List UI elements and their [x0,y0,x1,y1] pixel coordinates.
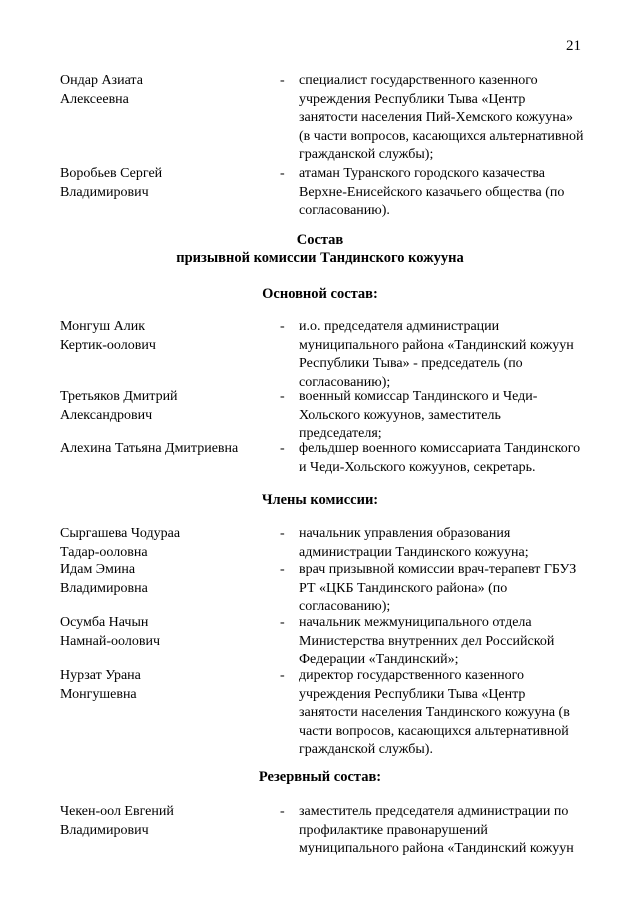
person-name [60,165,275,202]
person-name [60,614,275,651]
members-heading: Члены комиссии: [261,492,379,508]
section-subtitle: призывной комиссии Тандинского кожууна [176,250,464,266]
name-line: Воробьев Сергей [60,166,163,181]
page-number: 21 [566,38,581,54]
reserve-heading: Резервный состав: [258,769,382,785]
main-composition-heading: Основной состав: [262,286,378,302]
dash: - [280,319,285,334]
dash: - [280,389,285,404]
name-line: Монгушевна [60,686,137,702]
dash: - [280,166,285,181]
name-line: Сыргашева Чодураа [60,526,181,541]
name-line: Александрович [60,407,153,423]
person-name [60,561,275,598]
dash: - [280,804,285,819]
person-name [60,667,275,704]
name-line: Алехина Татьяна Дмитриевна [60,441,239,456]
person-name [60,318,275,355]
name-line: Осумба Начын [60,615,149,630]
name-line: Владимирович [60,822,149,838]
person-name [60,803,275,840]
name-line: Идам Эмина [60,562,136,577]
position-description: атаман Туранского городского казачества Верхне-Енисейского казачьего общества (по согласованию). [299,166,565,218]
position-description: и.о. председателя администрации муниципального района «Тандинский кожуун Республики Тыва» - председатель (по согласованию); [299,319,574,390]
position-description: военный комиссар Тандинского и Чеди- Хольского кожуунов, заместитель председателя; [299,389,538,441]
name-line: Ондар Азиата [60,73,143,88]
name-line: Монгуш Алик [60,319,146,334]
position-description: начальник межмуниципального отдела Министерства внутренних дел Российской Федерации «Тандинский»; [299,615,555,667]
position-description: заместитель председателя администрации по профилактике правонарушений муниципального района «Тандинский кожуун [299,804,574,856]
person-name [60,525,275,562]
dash: - [280,73,285,88]
position-description: директор государственного казенного учреждения Республики Тыва «Центр занятости населения Тандинского кожууна (в части вопросов, касающихся альтернативной гражданской службы). [299,668,570,757]
position-description: специалист государственного казенного учреждения Республики Тыва «Центр занятости населения Пий-Хемского кожууна» (в части вопросов, касающихся альтернативной гражданской службы); [299,73,584,162]
dash: - [280,526,285,541]
name-line: Кертик-оолович [60,337,156,353]
position-description: начальник управления образования администрации Тандинского кожууна; [299,526,529,560]
name-line: Владимировна [60,580,148,596]
name-line: Алексеевна [60,91,129,107]
dash: - [280,441,285,456]
name-line: Тадар-ооловна [60,544,148,560]
name-line: Нурзат Урана [60,668,141,683]
dash: - [280,615,285,630]
dash: - [280,668,285,683]
person-name [60,72,275,109]
name-line: Владимирович [60,184,149,200]
dash: - [280,562,285,577]
person-name [60,388,275,425]
person-name [60,440,275,459]
section-title: Состав [296,232,344,248]
position-description: фельдшер военного комиссариата Тандинского и Чеди-Хольского кожуунов, секретарь. [299,441,581,475]
name-line: Намнай-оолович [60,633,160,649]
position-description: врач призывной комиссии врач-терапевт ГБУЗ РТ «ЦКБ Тандинского района» (по согласованию); [299,562,577,614]
name-line: Третьяков Дмитрий [60,389,178,404]
name-line: Чекен-оол Евгений [60,804,174,819]
